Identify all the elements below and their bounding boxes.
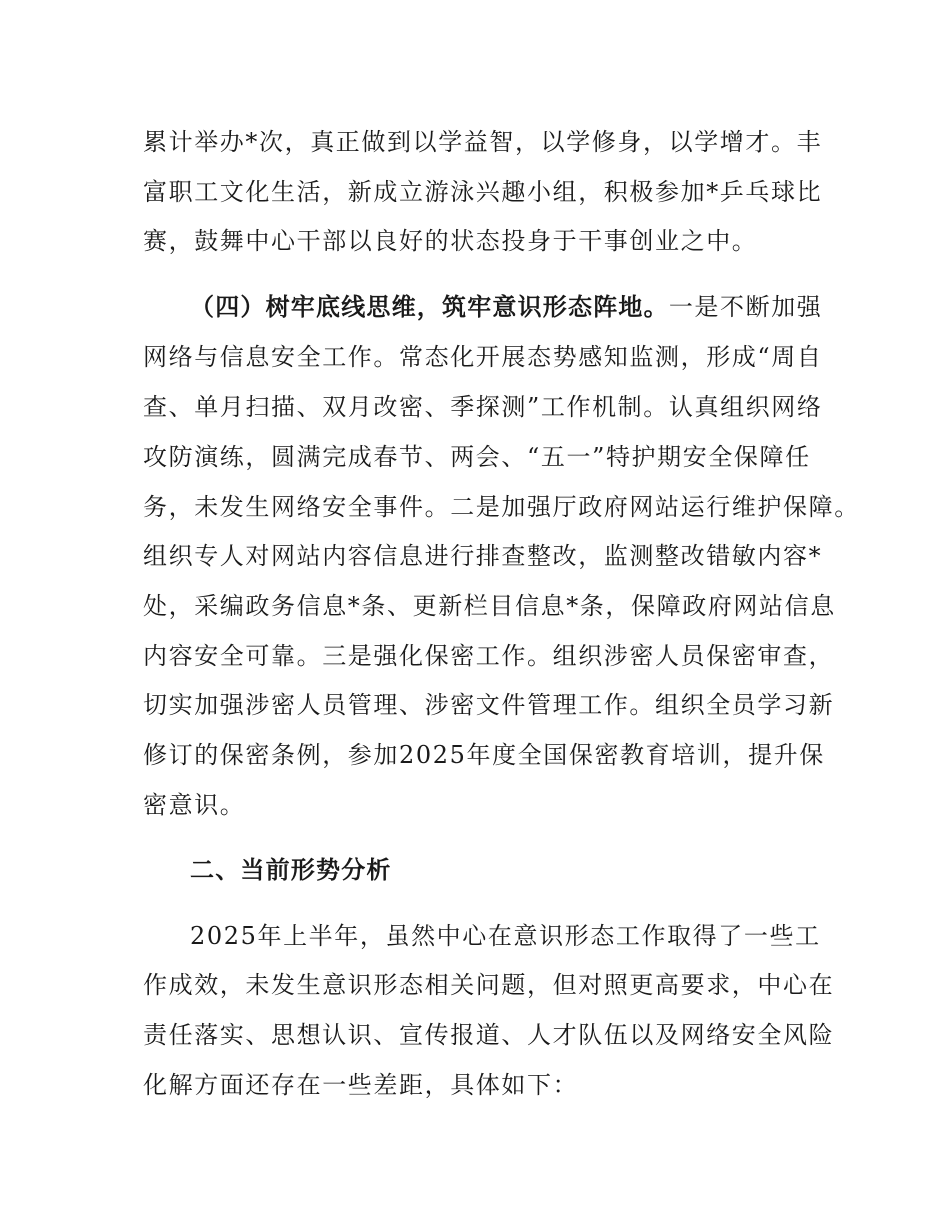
paragraph-line: 网络与信息安全工作。常态化开展态势感知监测，形成“周自 [143,343,823,371]
paragraph-line: 务，未发生网络安全事件。二是加强厅政府网站运行维护保障。 [143,493,860,521]
subsection-title: （四）树牢底线思维，筑牢意识形态阵地。 [190,293,669,321]
paragraph-line: 密意识。 [143,791,246,819]
paragraph-line: 富职工文化生活，新成立游泳兴趣小组，积极参加*乒乓球比 [143,178,823,206]
paragraph-line: 内容安全可靠。三是强化保密工作。组织涉密人员保密审查， [143,642,835,670]
paragraph-first-line: 2025年上半年，虽然中心在意识形态工作取得了一些工 [190,922,821,950]
paragraph-line: 化解方面还存在一些差距，具体如下： [143,1071,579,1099]
paragraph-line: 累计举办*次，真正做到以学益智，以学修身，以学增才。丰 [143,128,823,156]
paragraph-text: 一是不断加强 [668,293,823,321]
paragraph-line: 赛，鼓舞中心干部以良好的状态投身于干事创业之中。 [143,227,758,255]
paragraph-line: 责任落实、思想认识、宣传报道、人才队伍以及网络安全风险 [143,1021,835,1049]
paragraph-line: 修订的保密条例，参加2025年度全国保密教育培训，提升保 [143,741,825,769]
paragraph-line: 处，采编政务信息*条、更新栏目信息*条，保障政府网站信息 [143,592,836,620]
paragraph-first-line [190,292,822,322]
paragraph-line: 切实加强涉密人员管理、涉密文件管理工作。组织全员学习新 [143,691,835,719]
paragraph-line: 查、单月扫描、双月改密、季探测”工作机制。认真组织网络 [143,393,823,421]
section-heading: 二、当前形势分析 [190,856,392,884]
paragraph-line: 组织专人对网站内容信息进行排查整改，监测整改错敏内容* [143,542,823,570]
paragraph-line: 攻防演练，圆满完成春节、两会、“五一”特护期安全保障任 [143,443,811,471]
paragraph-line: 作成效，未发生意识形态相关问题，但对照更高要求，中心在 [143,971,835,999]
